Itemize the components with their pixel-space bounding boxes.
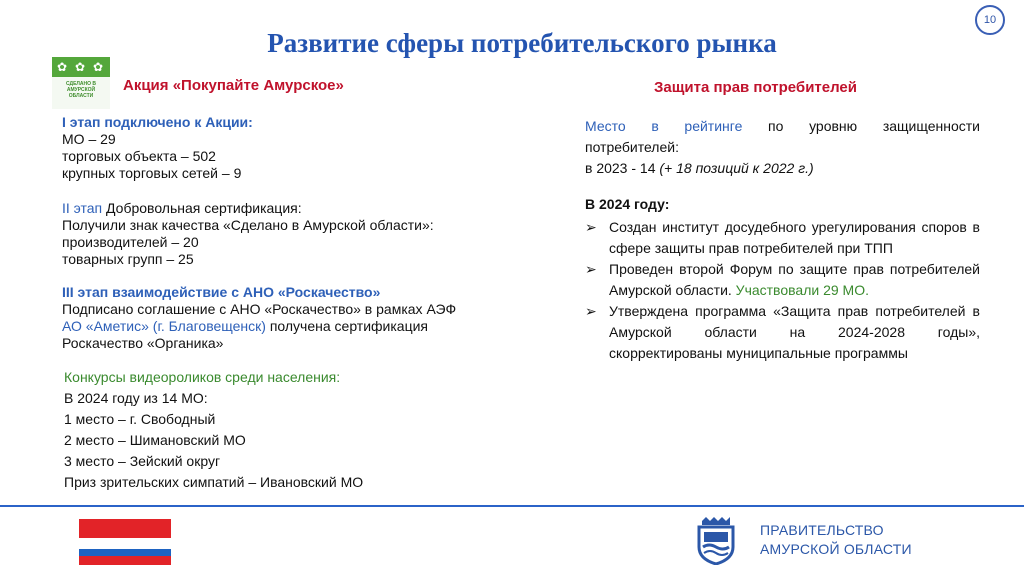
leaf-icon: ✿ (93, 60, 104, 74)
rating-label: Место в рейтинге (585, 118, 743, 134)
rating-line: в 2023 - 14 (+ 18 позиций к 2022 г.) (585, 160, 814, 176)
right-heading: Защита прав потребителей (654, 79, 857, 96)
contest-line: Приз зрительских симпатий – Ивановский МО (64, 474, 364, 490)
rating-block (585, 116, 980, 179)
slide-title: Развитие сферы потребительского рынка (267, 28, 777, 58)
stage2-label-rest: Добровольная сертификация: (106, 200, 302, 216)
left-heading: Акция «Покупайте Амурское» (123, 77, 344, 94)
stage3-label: III этап взаимодействие с АНО «Роскачество» (62, 284, 381, 300)
list-item: ➢ Создан институт досудебного урегулирования споров в сфере защиты прав потребителей при ТПП (585, 219, 980, 256)
year-heading: В 2024 году: (585, 196, 670, 212)
stage3-block (62, 284, 456, 352)
amur-coat-of-arms (695, 517, 737, 565)
rating-line: Место в рейтинге по уровню защищенности (585, 118, 981, 134)
stage2-label: II этап (62, 200, 103, 216)
page-number: 10 (975, 5, 1005, 35)
stage1-line: крупных торговых сетей – 9 (62, 165, 242, 181)
participants-note: Участвовали 29 МО. (735, 282, 869, 298)
stage3-line: Роскачество «Органика» (62, 335, 224, 351)
contest-heading: Конкурсы видеороликов среди населения: (64, 369, 341, 385)
made-in-amur-logo (52, 57, 110, 109)
stage1-label: I этап подключено к Акции: (62, 114, 253, 130)
contest-block (64, 367, 363, 493)
stage2-line: товарных групп – 25 (62, 251, 194, 267)
arrow-bullet-icon: ➢ (585, 303, 597, 319)
stage1-block (62, 114, 253, 182)
contest-line: 2 место – Шимановский МО (64, 432, 246, 448)
stage2-block (62, 200, 434, 268)
footer-divider (0, 505, 1024, 507)
list-item: ➢ Утверждена программа «Защита прав потребителей в Амурской области на 2024-2028 годы», скорректированы муниципальные программы (585, 303, 980, 361)
stage3-line: Подписано соглашение с АНО «Роскачество» в рамках АЭФ (62, 301, 457, 317)
stage2-line: Получили знак качества «Сделано в Амурской области»: (62, 217, 434, 233)
contest-line: 3 место – Зейский округ (64, 453, 221, 469)
arrow-bullet-icon: ➢ (585, 219, 597, 235)
stage1-line: МО – 29 (62, 131, 116, 147)
stage3-line: АО «Аметис» (г. Благовещенск) получена сертификация (62, 318, 429, 334)
organization-name: ПРАВИТЕЛЬСТВО АМУРСКОЙ ОБЛАСТИ (760, 522, 912, 557)
stage2-heading (62, 200, 434, 217)
list-item: ➢ Проведен второй Форум по защите прав потребителей Амурской области. Участвовали 29 МО. (585, 261, 980, 298)
leaf-icon: ✿ (57, 60, 68, 74)
rating-line: потребителей: (585, 139, 679, 155)
contest-line: 1 место – г. Свободный (64, 411, 216, 427)
stage2-line: производителей – 20 (62, 234, 199, 250)
contest-line: В 2024 году из 14 МО: (64, 390, 208, 406)
leaf-icon: ✿ (75, 60, 86, 74)
rating-change: (+ 18 позиций к 2022 г.) (659, 160, 814, 176)
stage3-org: АО «Аметис» (г. Благовещенск) (62, 318, 266, 334)
bullet-list (585, 217, 980, 364)
amur-flag (79, 519, 171, 565)
arrow-bullet-icon: ➢ (585, 261, 597, 277)
stage1-line: торговых объекта – 502 (62, 148, 216, 164)
logo-text: СДЕЛАНО В АМУРСКОЙ ОБЛАСТИ (65, 81, 97, 99)
